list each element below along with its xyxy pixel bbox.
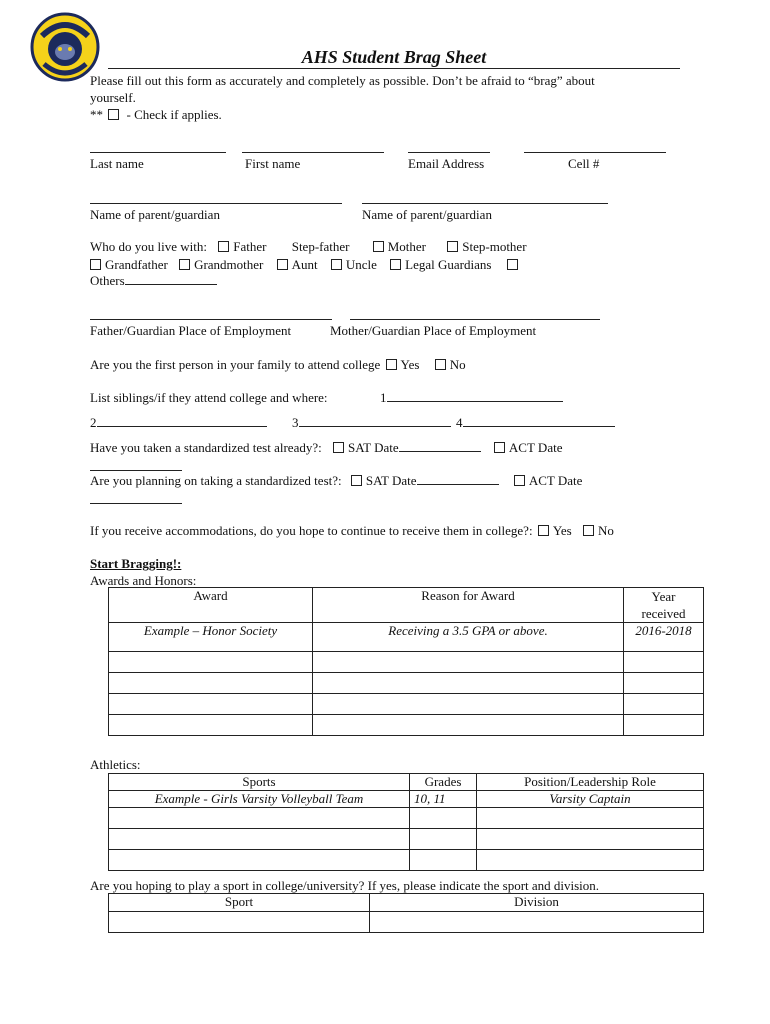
- act-planning-label: ACT Date: [528, 473, 583, 488]
- awards-example-award: Example – Honor Society: [109, 623, 313, 652]
- act-planning-checkbox[interactable]: [514, 475, 525, 486]
- uncle-checkbox[interactable]: [331, 259, 342, 270]
- email-field[interactable]: [408, 140, 490, 153]
- table-cell[interactable]: [109, 694, 313, 715]
- table-row: [109, 694, 704, 715]
- stepmother-checkbox[interactable]: [447, 241, 458, 252]
- sibling-4-number: 4: [456, 415, 463, 430]
- accommodations-no-checkbox[interactable]: [583, 525, 594, 536]
- table-cell[interactable]: [109, 850, 410, 871]
- grandfather-checkbox[interactable]: [90, 259, 101, 270]
- act-taken-date-field[interactable]: [90, 458, 182, 471]
- aunt-label: Aunt: [291, 257, 318, 272]
- sibling-1-field[interactable]: [387, 389, 563, 402]
- aunt-checkbox[interactable]: [277, 259, 288, 270]
- email-label: Email Address: [408, 156, 485, 171]
- others-field[interactable]: [125, 272, 217, 285]
- athletics-header-sports: Sports: [109, 774, 410, 791]
- sibling-3-number: 3: [292, 415, 299, 430]
- table-row: [109, 623, 704, 652]
- mother-label: Mother: [387, 239, 427, 254]
- awards-header-year: Year received: [624, 588, 704, 623]
- first-college-no-checkbox[interactable]: [435, 359, 446, 370]
- test-planning-row: [90, 472, 582, 489]
- accommodations-question: If you receive accommodations, do you hope to continue to receive them in college?:: [90, 523, 533, 538]
- table-cell[interactable]: [410, 829, 477, 850]
- stepmother-label: Step-mother: [462, 239, 527, 254]
- father-label: Father: [233, 239, 267, 254]
- table-row: [109, 673, 704, 694]
- awards-header-row: [109, 588, 704, 623]
- sibling-2-row: [90, 414, 267, 431]
- first-college-yes-label: Yes: [400, 357, 420, 372]
- accommodations-yes-label: Yes: [552, 523, 572, 538]
- table-cell[interactable]: [313, 652, 624, 673]
- accommodations-yes-checkbox[interactable]: [538, 525, 549, 536]
- awards-label: Awards and Honors:: [90, 573, 197, 588]
- first-college-question: Are you the first person in your family to attend college: [90, 357, 381, 372]
- parent-2-field[interactable]: [362, 191, 608, 204]
- sat-planning-label: SAT Date: [365, 473, 417, 488]
- act-taken-checkbox[interactable]: [494, 442, 505, 453]
- table-row: [109, 715, 704, 736]
- college-sport-header-row: [109, 894, 704, 912]
- cell-field[interactable]: [524, 140, 666, 153]
- table-cell[interactable]: [477, 808, 704, 829]
- athletics-header-role: Position/Leadership Role: [477, 774, 704, 791]
- parent-2-label: Name of parent/guardian: [362, 207, 492, 222]
- awards-table: [108, 587, 704, 736]
- table-cell[interactable]: [313, 715, 624, 736]
- first-name-label: First name: [245, 156, 301, 171]
- father-checkbox[interactable]: [218, 241, 229, 252]
- cell-label: Cell #: [568, 156, 600, 171]
- stepfather-label: Step-father: [291, 239, 350, 254]
- athletics-header-row: [109, 774, 704, 791]
- legal-guardians-label: Legal Guardians: [405, 257, 492, 272]
- check-note-suffix: - Check if applies.: [126, 107, 222, 122]
- athletics-example-role: Varsity Captain: [477, 791, 704, 808]
- last-name-field[interactable]: [90, 140, 226, 153]
- sat-taken-date-field[interactable]: [399, 439, 481, 452]
- awards-header-reason: Reason for Award: [313, 588, 624, 623]
- form-title: AHS Student Brag Sheet: [108, 46, 680, 69]
- check-note: [90, 106, 222, 123]
- parent-1-label: Name of parent/guardian: [90, 207, 220, 222]
- sibling-3-row: [292, 414, 451, 431]
- test-planning-question: Are you planning on taking a standardized test?:: [90, 473, 342, 488]
- athletics-label: Athletics:: [90, 757, 141, 772]
- live-with-row-3: [90, 272, 217, 289]
- table-cell[interactable]: [624, 694, 704, 715]
- table-cell[interactable]: [313, 673, 624, 694]
- athletics-example-sport: Example - Girls Varsity Volleyball Team: [109, 791, 410, 808]
- table-cell[interactable]: [313, 694, 624, 715]
- table-cell[interactable]: [109, 808, 410, 829]
- table-row: [109, 912, 704, 933]
- table-row: [109, 829, 704, 850]
- grandfather-label: Grandfather: [105, 257, 168, 272]
- test-taken-row: [90, 439, 562, 456]
- table-cell[interactable]: [109, 652, 313, 673]
- mother-checkbox[interactable]: [373, 241, 384, 252]
- awards-example-reason: Receiving a 3.5 GPA or above.: [313, 623, 624, 652]
- table-cell[interactable]: [477, 829, 704, 850]
- sat-planning-date-field[interactable]: [417, 472, 499, 485]
- live-with-row-2: [90, 256, 522, 273]
- accommodations-row: [90, 522, 614, 539]
- table-row: [109, 808, 704, 829]
- accommodations-no-label: No: [598, 523, 614, 538]
- sibling-2-number: 2: [90, 415, 97, 430]
- father-employment-field[interactable]: [90, 307, 332, 320]
- table-cell[interactable]: [624, 715, 704, 736]
- others-checkbox[interactable]: [507, 259, 518, 270]
- sibling-2-field[interactable]: [97, 414, 267, 427]
- mother-employment-field[interactable]: [350, 307, 600, 320]
- live-with-row-1: [90, 238, 527, 255]
- first-college-no-label: No: [449, 357, 466, 372]
- intro-line-2: yourself.: [90, 90, 136, 105]
- grandmother-checkbox[interactable]: [179, 259, 190, 270]
- awards-header-award: Award: [109, 588, 313, 623]
- sibling-1-row: [380, 389, 563, 406]
- test-taken-question: Have you taken a standardized test already?:: [90, 440, 322, 455]
- sibling-3-field[interactable]: [299, 414, 451, 427]
- uncle-label: Uncle: [345, 257, 377, 272]
- table-cell[interactable]: [370, 912, 704, 933]
- table-row: [109, 791, 704, 808]
- sat-planning-checkbox[interactable]: [351, 475, 362, 486]
- legal-guardians-checkbox[interactable]: [390, 259, 401, 270]
- others-label: Others: [90, 273, 125, 288]
- athletics-table: [108, 773, 704, 871]
- parent-1-field[interactable]: [90, 191, 342, 204]
- table-cell[interactable]: [410, 808, 477, 829]
- awards-example-year: 2016-2018: [624, 623, 704, 652]
- grandmother-label: Grandmother: [194, 257, 264, 272]
- last-name-label: Last name: [90, 156, 144, 171]
- table-cell[interactable]: [624, 673, 704, 694]
- table-cell[interactable]: [109, 673, 313, 694]
- college-sport-header-sport: Sport: [109, 894, 370, 912]
- mother-employment-label: Mother/Guardian Place of Employment: [330, 323, 537, 338]
- first-college-row: [90, 356, 466, 373]
- table-cell[interactable]: [109, 829, 410, 850]
- college-sport-question: Are you hoping to play a sport in college/university? If yes, please indicate the sport and division.: [90, 878, 600, 893]
- athletics-header-grades: Grades: [410, 774, 477, 791]
- checkbox-icon: [108, 109, 119, 120]
- sat-taken-checkbox[interactable]: [333, 442, 344, 453]
- father-employment-label: Father/Guardian Place of Employment: [90, 323, 292, 338]
- start-bragging-heading: Start Bragging!:: [90, 556, 182, 571]
- table-row: [109, 850, 704, 871]
- live-with-prompt: Who do you live with:: [90, 239, 207, 254]
- first-college-yes-checkbox[interactable]: [386, 359, 397, 370]
- table-cell[interactable]: [410, 850, 477, 871]
- siblings-prompt: List siblings/if they attend college and where:: [90, 390, 328, 405]
- act-taken-label: ACT Date: [508, 440, 563, 455]
- sibling-1-number: 1: [380, 390, 387, 405]
- first-name-field[interactable]: [242, 140, 384, 153]
- act-planning-date-field[interactable]: [90, 491, 182, 504]
- table-cell[interactable]: [477, 850, 704, 871]
- sibling-4-row: [456, 414, 615, 431]
- table-cell[interactable]: [109, 715, 313, 736]
- sat-taken-label: SAT Date: [347, 440, 399, 455]
- sibling-4-field[interactable]: [463, 414, 615, 427]
- intro-line-1: Please fill out this form as accurately and completely as possible. Don’t be afraid to “brag” about: [90, 73, 595, 88]
- college-sport-header-division: Division: [370, 894, 704, 912]
- table-row: [109, 652, 704, 673]
- college-sport-table: [108, 893, 704, 933]
- table-cell[interactable]: [624, 652, 704, 673]
- athletics-example-grades: 10, 11: [410, 791, 477, 808]
- check-note-prefix: **: [90, 107, 103, 122]
- table-cell[interactable]: [109, 912, 370, 933]
